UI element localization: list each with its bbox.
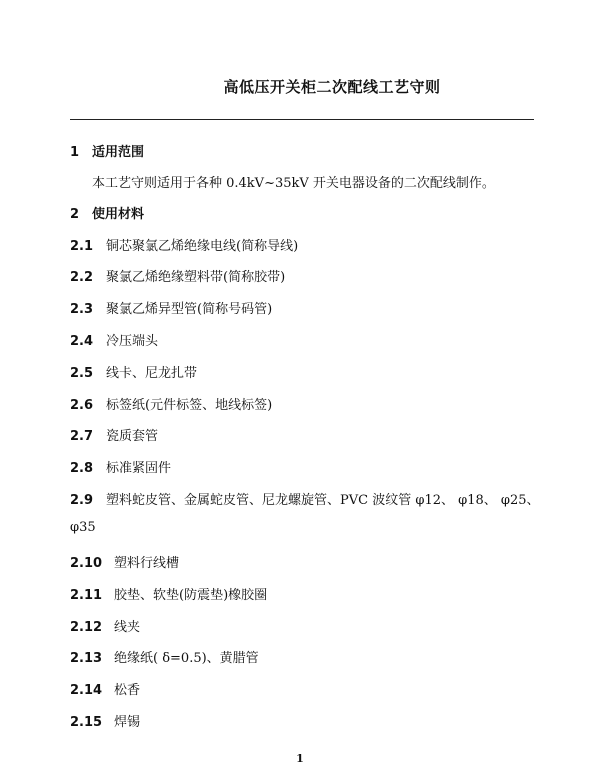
item-text: 铜芯聚氯乙烯绝缘电线(简称导线)	[106, 239, 299, 254]
item-text: 胶垫、软垫(防震垫)橡胶圈	[114, 588, 268, 603]
list-item	[70, 461, 171, 477]
list-item	[70, 651, 259, 667]
item-text: 塑料行线槽	[114, 556, 180, 571]
item-text: 标准紧固件	[106, 461, 172, 476]
item-number: 2.9	[70, 493, 94, 508]
item-number: 2.5	[70, 366, 94, 381]
item-number: 2.12	[70, 620, 103, 635]
list-item-continuation	[70, 520, 96, 536]
item-number: 2.8	[70, 461, 94, 476]
item-number: 2.13	[70, 651, 103, 666]
item-number: 2.14	[70, 683, 103, 698]
item-text: 标签纸(元件标签、地线标签)	[106, 398, 273, 413]
scope-paragraph: 本工艺守则适用于各种 0.4kV~35kV 开关电器设备的二次配线制作。	[92, 176, 495, 191]
list-item	[70, 398, 272, 414]
item-number: 2.3	[70, 302, 94, 317]
item-number: 2.15	[70, 715, 103, 730]
section-label: 使用材料	[92, 207, 145, 222]
item-number: 2.1	[70, 239, 94, 254]
item-text: 绝缘纸( δ=0.5)、黄腊管	[114, 651, 259, 666]
page-number: 1	[296, 752, 304, 765]
section-heading-materials	[70, 207, 144, 223]
list-item	[70, 239, 298, 255]
section-label: 适用范围	[92, 145, 145, 160]
list-item	[70, 715, 140, 731]
item-text: 聚氯乙烯绝缘塑料带(简称胶带)	[106, 270, 286, 285]
item-text: 聚氯乙烯异型管(简称号码管)	[106, 302, 273, 317]
section-heading-scope	[70, 145, 144, 161]
item-number: 2.2	[70, 270, 94, 285]
section-number: 2	[70, 207, 80, 222]
item-text: 线卡、尼龙扎带	[106, 366, 198, 381]
item-number: 2.4	[70, 334, 94, 349]
title-divider	[70, 119, 534, 120]
list-item	[70, 334, 158, 350]
list-item	[70, 302, 272, 318]
list-item	[70, 620, 140, 636]
item-number: 2.7	[70, 429, 94, 444]
item-text: 松香	[114, 683, 141, 698]
list-item	[70, 556, 179, 572]
list-item	[70, 270, 285, 286]
list-item	[70, 366, 197, 382]
item-text: 瓷质套管	[106, 429, 159, 444]
item-text: φ35	[70, 520, 96, 535]
item-text: 塑料蛇皮管、金属蛇皮管、尼龙螺旋管、PVC 波纹管 φ12、 φ18、 φ25、	[106, 493, 540, 508]
document-title: 高低压开关柜二次配线工艺守则	[223, 78, 441, 96]
list-item	[70, 429, 158, 445]
item-number: 2.11	[70, 588, 103, 603]
section-number: 1	[70, 145, 80, 160]
item-number: 2.10	[70, 556, 103, 571]
list-item	[70, 683, 140, 699]
list-item	[70, 588, 267, 604]
item-text: 线夹	[114, 620, 141, 635]
list-item	[70, 493, 540, 509]
item-text: 焊锡	[114, 715, 141, 730]
item-text: 冷压端头	[106, 334, 159, 349]
item-number: 2.6	[70, 398, 94, 413]
